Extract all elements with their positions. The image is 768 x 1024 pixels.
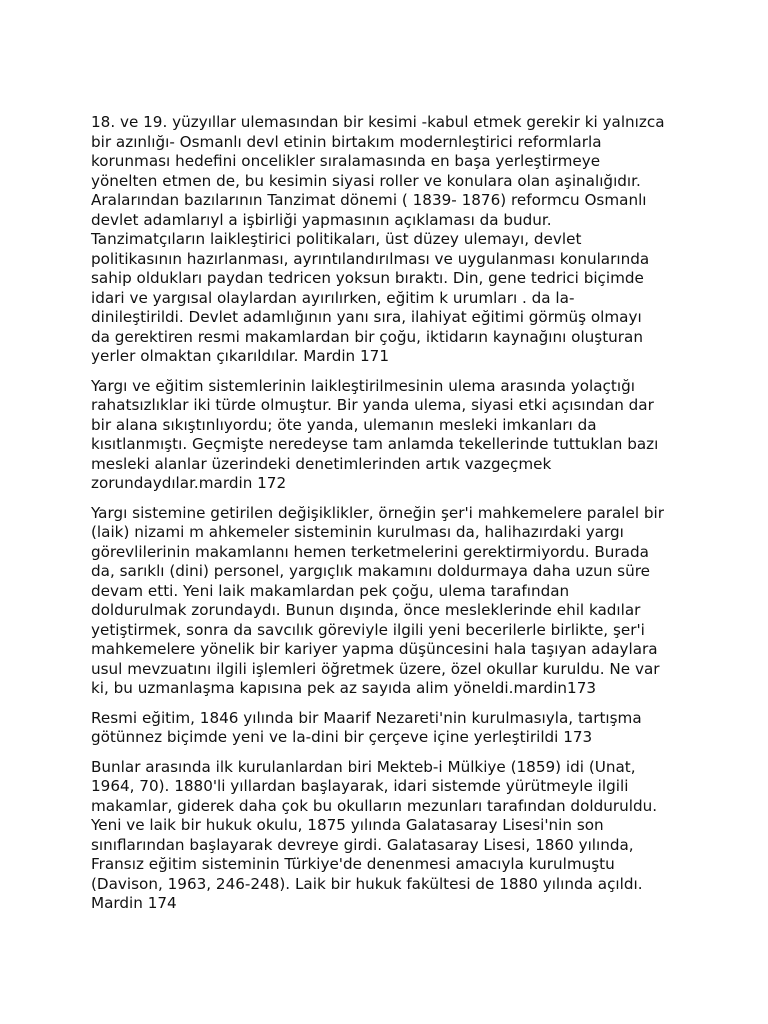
paragraph-5: Bunlar arasında ilk kurulanlardan biri Mekteb-i Mülkiye (1859) idi (Unat, 1964, 70). 1880'li yıllardan başlayarak, idari sistemde yürütmeyle ilgili makamlar, giderek daha çok bu okulların mezunları tarafından dolduruldu. Yeni ve laik bir hukuk okulu, 1875 yılında Galatasaray Lisesi'nin son sınıflarından başlayarak devreye girdi. Galatasaray Lisesi, 1860 yılında, Fransız eğitim sisteminin Türkiye'de denenmesi amacıyla kurulmuştu (Davison, 1963, 246-248). Laik bir hukuk fakültesi de 1880 yılında açıldı. Mardin 174 (91, 757, 658, 912)
paragraph-2: Yargı ve eğitim sistemlerinin laikleştirilmesinin ulema arasında yolaçtığı rahatsızlıklar iki türde olmuştur. Bir yanda ulema, siyasi etki açısından dar bir alana sıkıştınlıyordu; öte yanda, ulemanın mesleki imkanları da kısıtlanmıştı. Geçmişte neredeyse tam anlamda tekellerinde tuttuklan bazı mesleki alanlar üzerindeki denetimlerinden artık vazgeçmek zorundaydılar.mardin 172 (91, 376, 659, 492)
document-body (91, 113, 691, 924)
paragraph-1: 18. ve 19. yüzyıllar ulemasından bir kesimi -kabul etmek gerekir ki yalnızca bir azınlığı- Osmanlı devl etinin birtakım modernleştirici reformlarla korunması hedefini oncelikler sıralamasında en başa yerleştirmeye yönelten etmen de, bu kesimin siyasi roller ve konulara olan aşinalığıdır. Aralarından bazılarının Tanzimat dönemi ( 1839- 1876) reformcu Osmanlı devlet adamlarıyl a işbirliği yapmasının açıklaması da budur. Tanzimatçıların laikleştirici politikaları, üst düzey ulemayı, devlet politikasının hazırlanması, ayrıntılandırılması ve uygulanması konularında sahip oldukları paydan tedricen yoksun bıraktı. Din, gene tedrici biçimde idari ve yargısal olaylardan ayırılırken, eğitim k urumları . da la- dinileştirildi. Devlet adamlığının yanı sıra, ilahiyat eğitimi görmüş olmayı da gerektiren resmi makamlardan bir çoğu, iktidarın kaynağını oluşturan yerler olmaktan çıkarıldılar. Mardin 171 (91, 113, 665, 365)
paragraph-3: Yargı sistemine getirilen değişiklikler, örneğin şer'i mahkemelere paralel bir (laik) nizami m ahkemeler sisteminin kurulması da, halihazırdaki yargı görevlilerinin makamlannı hemen terketmelerini gerektirmiyordu. Burada da, sarıklı (dini) personel, yargıçlık makamını doldurmaya daha uzun süre devam etti. Yeni laik makamlardan pek çoğu, ulema tarafından doldurulmak zorundaydı. Bunun dışında, önce mesleklerinde ehil kadılar yetiştirmek, sonra da savcılık göreviyle ilgili yeni becerilerle birlikte, şer'i mahkemelere yönelik bir kariyer yapma düşüncesini hala taşıyan adaylara usul mevzuatını ilgili işlemleri öğretmek üzere, özel okullar kuruldu. Ne var ki, bu uzmanlaşma kapısına pek az sayıda alim yöneldi.mardin173 (91, 503, 665, 697)
paragraph-4: Resmi eğitim, 1846 yılında bir Maarif Nezareti'nin kurulmasıyla, tartışma götünnez biçimde yeni ve la-dini bir çerçeve içine yerleştirildi 173 (91, 708, 642, 746)
